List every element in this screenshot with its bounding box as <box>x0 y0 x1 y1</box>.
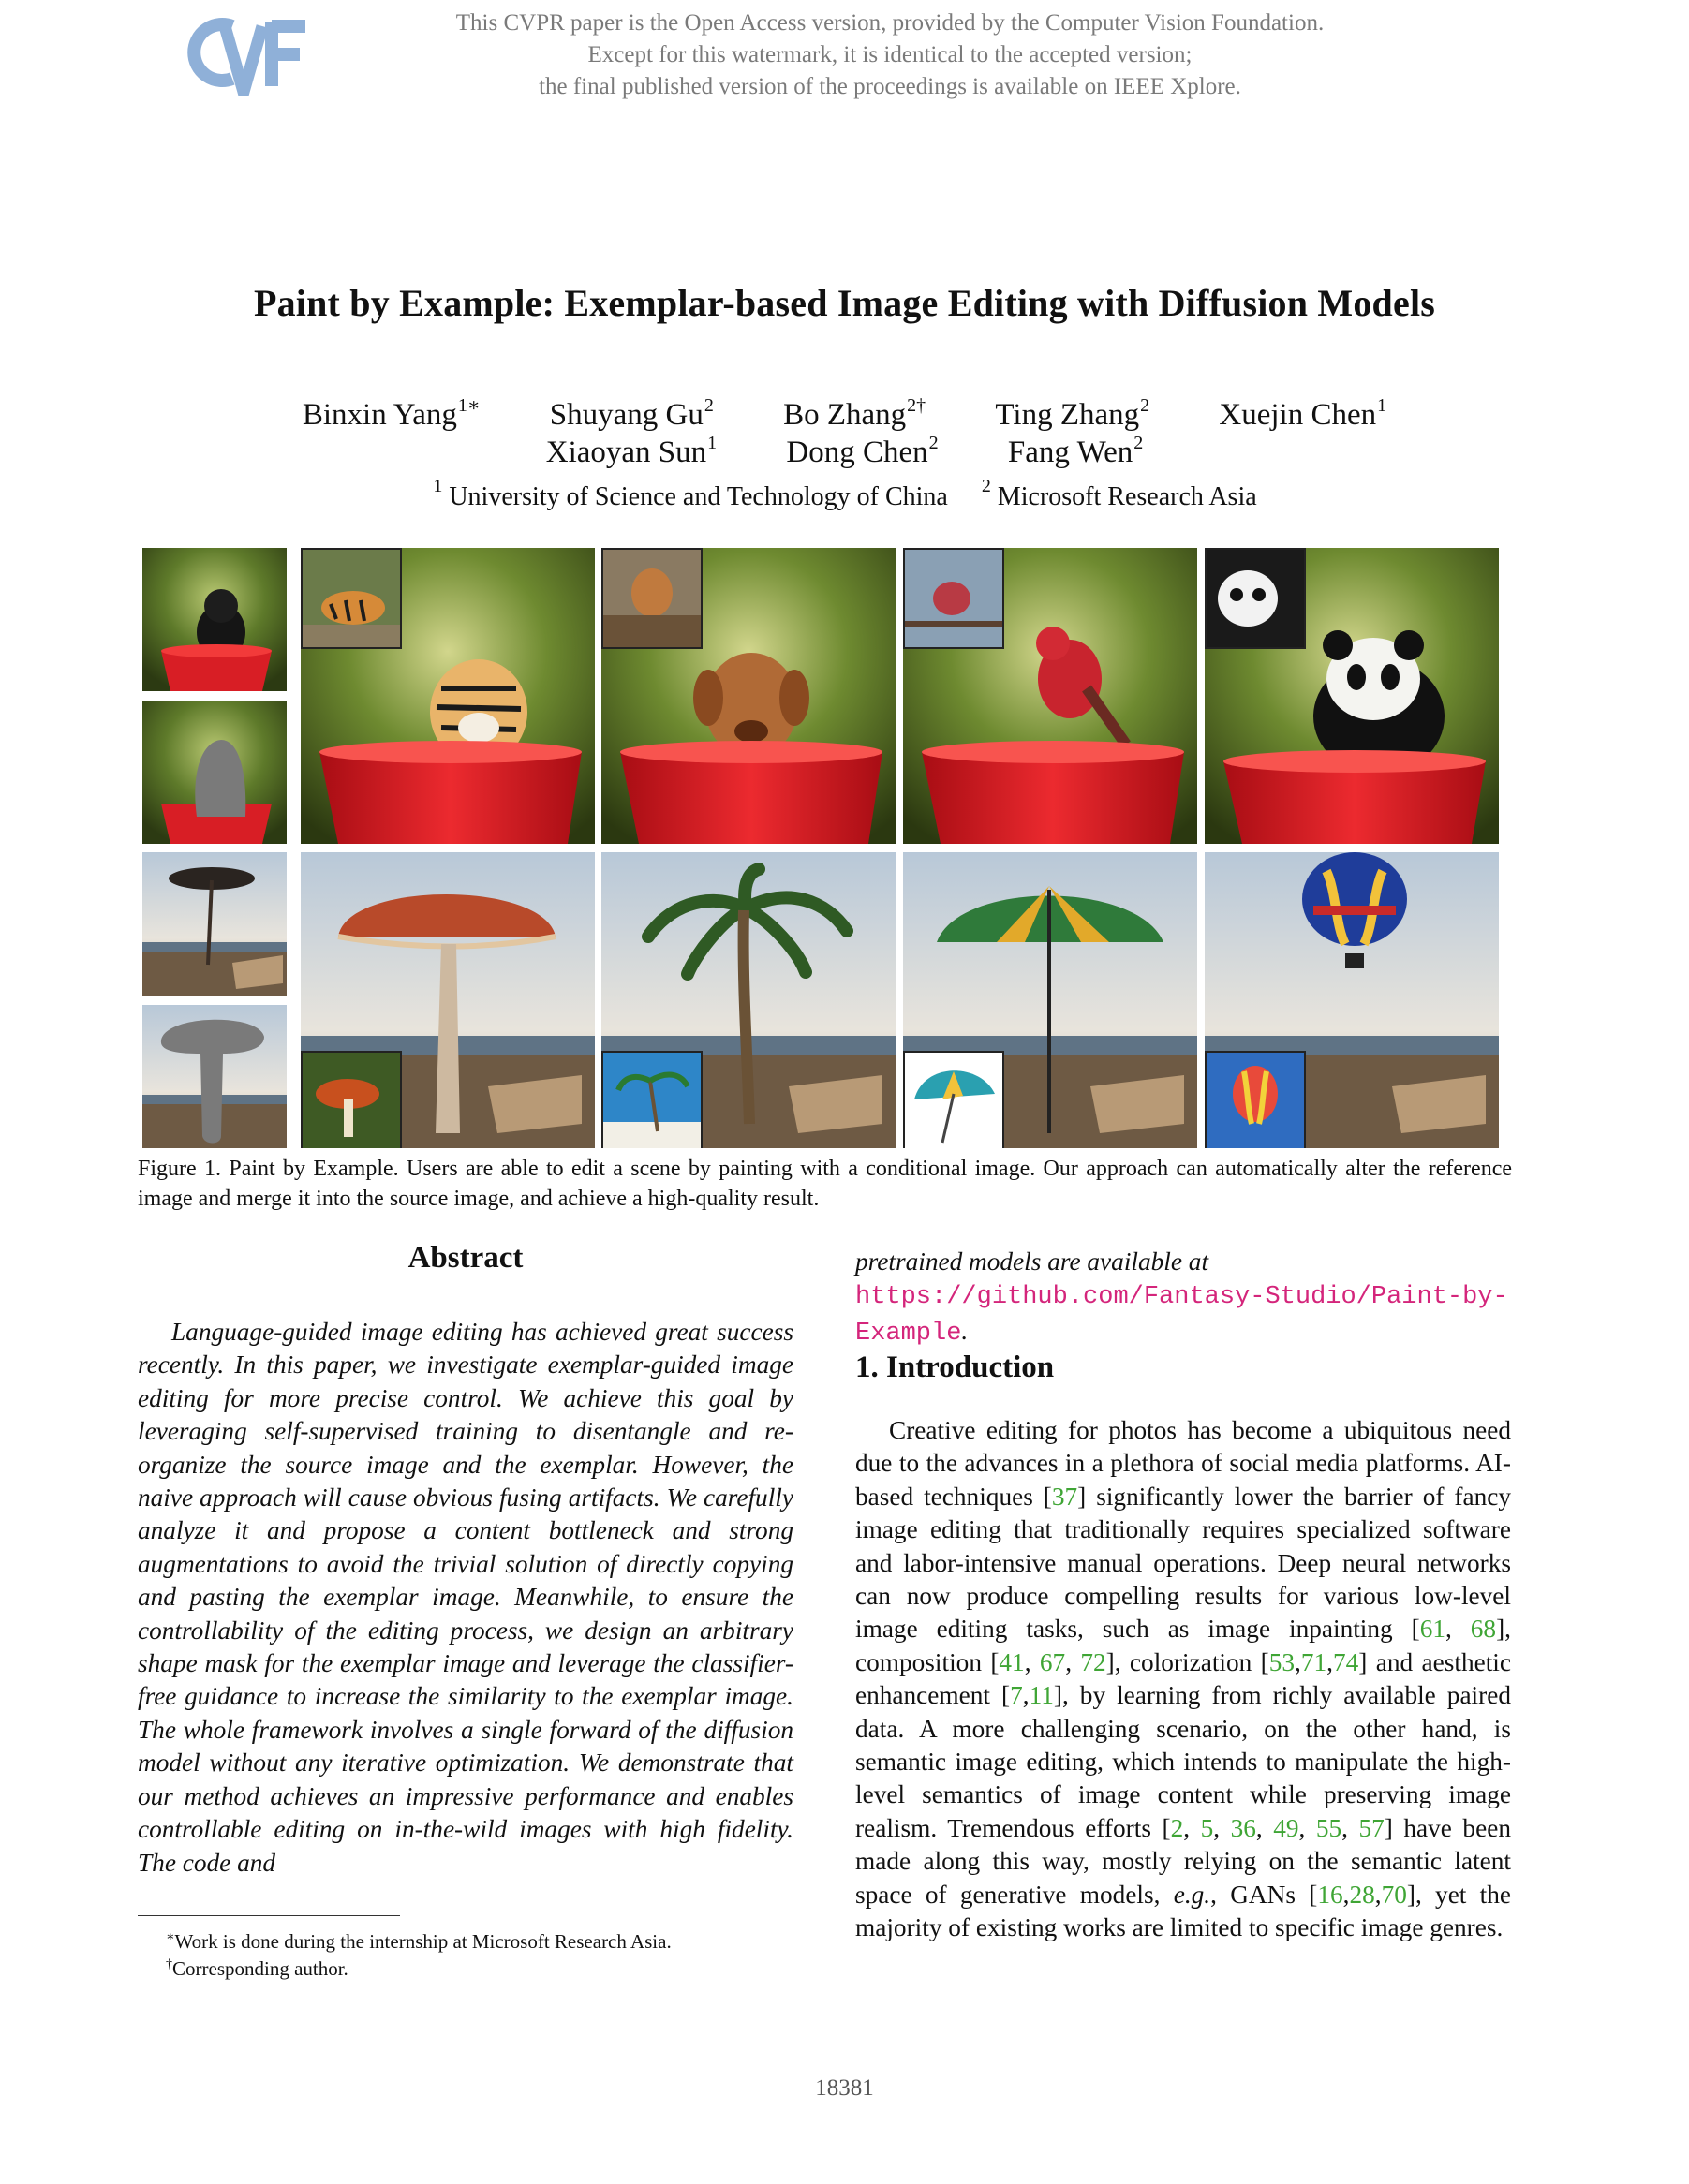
author: Shuyang Gu$^2$ <box>549 395 714 432</box>
exemplar-hot-air-balloon <box>1205 1051 1306 1148</box>
footnote: †Corresponding author. <box>166 1957 348 1980</box>
result-image-palm-tree <box>601 852 896 1148</box>
intro-text-segment: , <box>1065 1647 1081 1676</box>
citation-link[interactable]: 74 <box>1333 1647 1359 1676</box>
intro-text-segment: ] significantly lower the barrier of fancy image editing that traditionally requires specialized software and labor-intensive manual operations. Deep neural networks can now produce compelling results for various low-level image editing tasks, such as image inpainting [ <box>855 1482 1511 1644</box>
footnote-rule <box>138 1915 400 1916</box>
exemplar-tiger <box>301 548 402 649</box>
result-image-bird <box>903 548 1197 844</box>
abstract-text: Language-guided image editing has achieved great success recently. In this paper, we investigate exemplar-guided image editing for more precise control. We achieve this goal by leveraging self-supervised training to disentangle and re-organize the source image and the exemplar. However, the naive approach will cause obvious fusing artifacts. We carefully analyze it and propose a content bottleneck and strong augmentations to avoid the trivial solution of directly copying and pasting the exemplar image. Meanwhile, to ensure the controllability of the editing process, we design an arbitrary shape mask for the exemplar image and leverage the classifier-free guidance to increase the similarity to the exemplar image. The whole framework involves a single forward of the diffusion model without any iterative optimization. We demonstrate that our method achieves an impressive performance and enables controllable editing on in-the-wild images with high fidelity. The code and <box>138 1318 793 1877</box>
citation-link[interactable]: 53 <box>1268 1647 1296 1676</box>
citation-link[interactable]: 70 <box>1381 1880 1407 1909</box>
result-image-hot-air-balloon <box>1205 852 1499 1148</box>
intro-heading: 1. Introduction <box>855 1350 1055 1384</box>
affiliations <box>0 476 1689 512</box>
citation-link[interactable]: 41 <box>999 1647 1025 1676</box>
code-availability <box>855 1246 1511 1350</box>
source-image-beach-umbrella <box>142 852 287 996</box>
watermark-line: This CVPR paper is the Open Access version, provided by the Computer Vision Foundation. <box>455 10 1325 36</box>
figure-caption: Figure 1. Paint by Example. Users are able to edit a scene by painting with a conditional image. Our approach can automatically alter the reference image and merge it into the source image, and achieve a high-quality result. <box>138 1157 1512 1211</box>
result-image-puppy <box>601 548 896 844</box>
citation-link[interactable]: 7 <box>1010 1681 1023 1710</box>
exemplar-puppy <box>601 548 703 649</box>
author: Fang Wen$^2$ <box>1007 433 1144 469</box>
exemplar-bird <box>903 548 1004 649</box>
intro-text-segment: ] have been made along this way, mostly relying on the semantic latent space of generative models, <box>855 1813 1511 1909</box>
author: Binxin Yang$^{1∗}$ <box>302 395 481 432</box>
intro-text-segment: , <box>1374 1880 1382 1909</box>
citation-link[interactable]: 16 <box>1317 1880 1343 1909</box>
intro-text-segment: ], composition [ <box>855 1615 1511 1676</box>
citation-link[interactable]: 36 <box>1230 1813 1256 1842</box>
github-link[interactable]: https://github.com/Fantasy-Studio/Paint-by-Example <box>855 1283 1508 1348</box>
citation-link[interactable]: 57 <box>1358 1813 1385 1842</box>
affiliation: $^1$ University of Science and Technology of China <box>433 476 948 511</box>
intro-text-segment: ], yet the majority of existing works are limited to specific image genres. <box>855 1880 1511 1942</box>
intro-text-segment: , <box>1024 1647 1040 1676</box>
citation-link[interactable]: 28 <box>1349 1880 1375 1909</box>
intro-text-segment: , <box>1255 1813 1274 1842</box>
intro-text-segment: , <box>1445 1615 1471 1644</box>
period: . <box>961 1316 969 1345</box>
citation-link[interactable]: 49 <box>1273 1813 1299 1842</box>
result-image-tiger <box>301 548 595 844</box>
author-row <box>0 393 1689 433</box>
result-image-beach-umbrella <box>903 852 1197 1148</box>
exemplar-mushroom <box>301 1051 402 1148</box>
citation-link[interactable]: 37 <box>1051 1482 1078 1511</box>
intro-text-segment: , <box>1213 1813 1231 1842</box>
citation-link[interactable]: 67 <box>1039 1647 1066 1676</box>
citation-link[interactable]: 71 <box>1300 1647 1327 1676</box>
exemplar-palm-tree <box>601 1051 703 1148</box>
abstract-heading: Abstract <box>407 1241 524 1275</box>
citation-link[interactable]: 61 <box>1419 1615 1446 1644</box>
paper-title: Paint by Example: Exemplar-based Image Editing with Diffusion Models <box>253 282 1436 324</box>
watermark-line: Except for this watermark, it is identical to the accepted version; <box>587 42 1193 67</box>
author: Ting Zhang$^2$ <box>995 395 1150 432</box>
exemplar-umbrella <box>903 1051 1004 1148</box>
source-image-beach-masked <box>142 1005 287 1148</box>
page-number: 18381 <box>815 2075 874 2101</box>
intro-text-segment: , <box>1326 1647 1333 1676</box>
intro-text-segment: , <box>1183 1813 1201 1842</box>
author: Dong Chen$^2$ <box>786 433 939 469</box>
intro-text-segment: , <box>1341 1813 1359 1842</box>
intro-text <box>855 1414 1511 1945</box>
citation-link[interactable]: 5 <box>1200 1813 1214 1842</box>
author: Bo Zhang$^{2\dagger}$ <box>783 395 926 432</box>
intro-text-segment: , GANs [ <box>1210 1880 1318 1909</box>
citation-link[interactable]: 68 <box>1470 1615 1497 1644</box>
author: Xiaoyan Sun$^1$ <box>545 433 718 469</box>
citation-link[interactable]: 2 <box>1170 1813 1184 1842</box>
author: Xuejin Chen$^1$ <box>1219 395 1387 432</box>
source-image-masked <box>142 701 287 844</box>
source-image-dog <box>142 548 287 691</box>
footnote: ∗Work is done during the internship at Microsoft Research Asia. <box>166 1930 672 1953</box>
code-availability-text: pretrained models are available at <box>855 1247 1209 1276</box>
intro-text-segment: , <box>1295 1647 1301 1676</box>
intro-text-segment: ], colorization [ <box>1105 1647 1269 1676</box>
citation-link[interactable]: 11 <box>1029 1681 1054 1710</box>
author-row <box>0 433 1689 470</box>
result-image-panda <box>1205 548 1499 844</box>
intro-text-segment: ], by learning from richly available paired data. A more challenging scenario, on the other hand, is semantic image editing, which intends to manipulate the high-level semantics of image content while preserving image realism. Tremendous efforts [ <box>855 1681 1511 1842</box>
italic-text: e.g. <box>1173 1880 1211 1909</box>
intro-text-segment: , <box>1342 1880 1350 1909</box>
watermark-line: the final published version of the proceedings is available on IEEE Xplore. <box>539 74 1241 99</box>
intro-text-segment: , <box>1022 1681 1030 1710</box>
intro-text-segment: Creative editing for photos has become a ubiquitous need due to the advances in a plethora of social media platforms. AI-based techniques [ <box>855 1416 1511 1511</box>
exemplar-panda <box>1205 548 1306 649</box>
open-access-watermark <box>281 7 1499 103</box>
citation-link[interactable]: 55 <box>1315 1813 1342 1842</box>
affiliation: $^2$ Microsoft Research Asia <box>981 476 1257 511</box>
intro-text-segment: , <box>1298 1813 1316 1842</box>
result-image-mushroom <box>301 852 595 1148</box>
intro-text-segment: ] and aesthetic enhancement [ <box>855 1647 1511 1710</box>
citation-link[interactable]: 72 <box>1080 1647 1106 1676</box>
